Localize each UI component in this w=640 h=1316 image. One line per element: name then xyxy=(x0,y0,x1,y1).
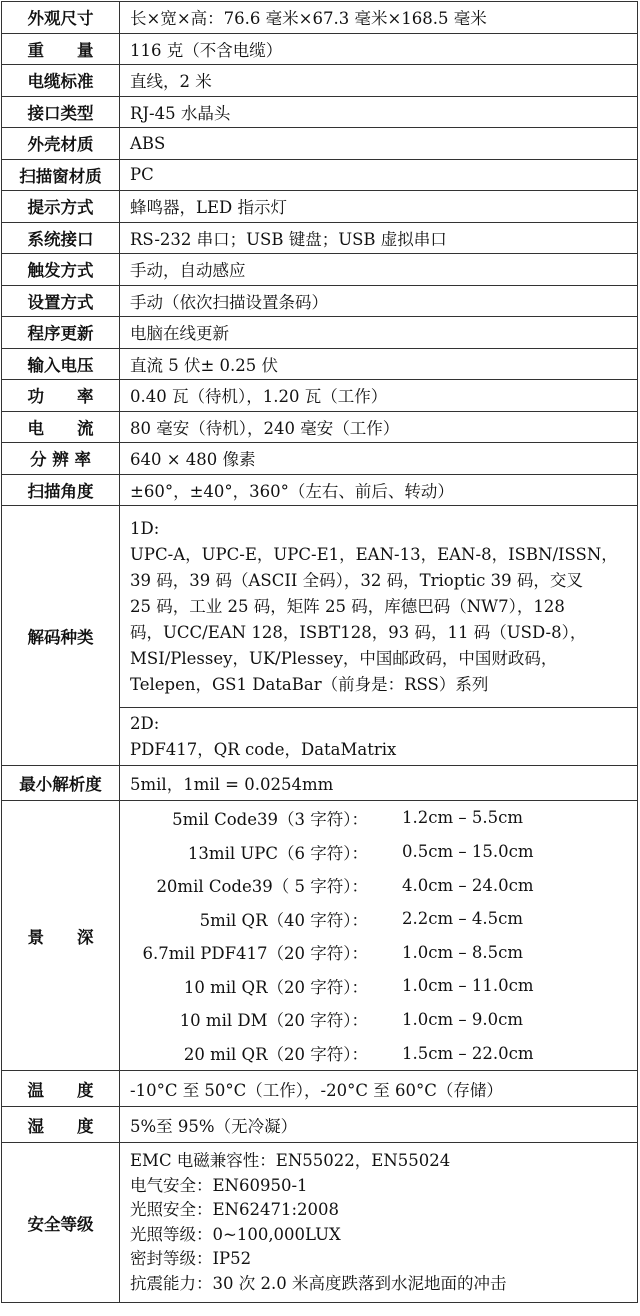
value-connector: RJ-45 水晶头 xyxy=(120,96,638,128)
value-cable: 直线，2 米 xyxy=(120,65,638,97)
safety-line: 光照安全：EN62471:2008 xyxy=(130,1200,340,1219)
label-connector: 接口类型 xyxy=(2,96,120,128)
label-update: 程序更新 xyxy=(2,317,120,349)
value-angle: ±60°，±40°，360°（左右、前后、转动） xyxy=(120,474,638,506)
value-decode-2d xyxy=(120,708,638,766)
value-indicator: 蜂鸣器，LED 指示灯 xyxy=(120,191,638,223)
value-weight: 116 克（不含电缆） xyxy=(120,33,638,65)
value-housing: ABS xyxy=(120,128,638,160)
decode-1d-line: Telepen，GS1 DataBar（前身是：RSS）系列 xyxy=(130,674,489,694)
safety-line: 光照等级：0~100,000LUX xyxy=(130,1224,341,1244)
dof-range: 1.0cm – 8.5cm xyxy=(402,942,523,962)
label-window: 扫描窗材质 xyxy=(2,159,120,191)
row-indicator xyxy=(2,191,638,223)
label-decode: 解码种类 xyxy=(2,506,120,766)
label-min-resolution: 最小解析度 xyxy=(2,766,120,801)
label-angle: 扫描角度 xyxy=(2,474,120,506)
dof-item xyxy=(120,969,633,1003)
dof-range: 2.2cm – 4.5cm xyxy=(402,909,523,929)
label-setup: 设置方式 xyxy=(2,285,120,317)
dof-range: 0.5cm – 15.0cm xyxy=(402,842,534,862)
dof-range: 1.5cm – 22.0cm xyxy=(402,1043,534,1063)
row-weight xyxy=(2,33,638,65)
dof-code: 10 mil QR（20 字符）： xyxy=(183,977,368,997)
label-temperature: 温 度 xyxy=(2,1071,120,1107)
dof-item xyxy=(120,936,633,970)
dof-range: 1.2cm – 5.5cm xyxy=(402,808,523,828)
value-safety xyxy=(120,1143,638,1303)
value-depth-of-field xyxy=(120,801,638,1071)
row-cable xyxy=(2,65,638,97)
value-decode-1d xyxy=(120,506,638,708)
row-min-resolution xyxy=(2,766,638,801)
value-trigger: 手动，自动感应 xyxy=(120,254,638,286)
decode-1d-line: MSI/Plessey，UK/Plessey，中国邮政码，中国财政码， xyxy=(130,648,558,668)
label-current: 电 流 xyxy=(2,411,120,443)
value-temperature: -10°C 至 50°C（工作），-20°C 至 60°C（存储） xyxy=(120,1071,638,1107)
row-trigger xyxy=(2,254,638,286)
value-update: 电脑在线更新 xyxy=(120,317,638,349)
row-setup xyxy=(2,285,638,317)
dof-code: 20mil Code39（ 5 字符）： xyxy=(156,877,368,897)
row-resolution xyxy=(2,443,638,475)
row-connector xyxy=(2,96,638,128)
dof-range: 1.0cm – 9.0cm xyxy=(402,1009,523,1029)
row-depth-of-field xyxy=(2,801,638,1071)
row-window xyxy=(2,159,638,191)
decode-2d-line: 2D: xyxy=(130,713,160,733)
label-cable: 电缆标准 xyxy=(2,65,120,97)
safety-line: 抗震能力：30 次 2.0 米高度跌落到水泥地面的冲击 xyxy=(130,1273,507,1293)
dof-item xyxy=(120,835,633,869)
decode-2d-line: PDF417，QR code，DataMatrix xyxy=(130,739,397,759)
value-humidity: 5%至 95%（无冷凝） xyxy=(120,1107,638,1143)
dof-code: 10 mil DM（20 字符）： xyxy=(179,1011,368,1031)
label-safety: 安全等级 xyxy=(2,1143,120,1303)
label-resolution: 分 辨 率 xyxy=(2,443,120,475)
spec-table xyxy=(1,1,638,1303)
row-dimensions xyxy=(2,2,638,34)
label-weight: 重 量 xyxy=(2,33,120,65)
row-update xyxy=(2,317,638,349)
dof-range: 4.0cm – 24.0cm xyxy=(402,875,534,895)
decode-1d-line: 25 码，工业 25 码，矩阵 25 码，库德巴码（NW7），128 xyxy=(130,596,565,616)
label-trigger: 触发方式 xyxy=(2,254,120,286)
dof-code: 13mil UPC（6 字符）： xyxy=(187,843,368,863)
value-resolution: 640 × 480 像素 xyxy=(120,443,638,475)
row-temperature xyxy=(2,1071,638,1107)
row-current xyxy=(2,411,638,443)
row-humidity xyxy=(2,1107,638,1143)
safety-line: EMC 电磁兼容性：EN55022，EN55024 xyxy=(130,1151,451,1170)
value-min-resolution: 5mil，1mil = 0.0254mm xyxy=(120,766,638,801)
value-voltage: 直流 5 伏± 0.25 伏 xyxy=(120,348,638,380)
value-dimensions: 长×宽×高：76.6 毫米×67.3 毫米×168.5 毫米 xyxy=(120,2,638,34)
value-interface: RS-232 串口；USB 键盘；USB 虚拟串口 xyxy=(120,222,638,254)
label-dimensions: 外观尺寸 xyxy=(2,2,120,34)
label-indicator: 提示方式 xyxy=(2,191,120,223)
dof-item xyxy=(120,902,633,936)
label-voltage: 输入电压 xyxy=(2,348,120,380)
decode-1d-line: 1D: xyxy=(130,518,160,538)
dof-code: 5mil QR（40 字符）： xyxy=(199,910,368,930)
value-window: PC xyxy=(120,159,638,191)
dof-item xyxy=(120,1003,633,1037)
dof-range: 1.0cm – 11.0cm xyxy=(402,976,534,996)
decode-1d-line: 39 码，39 码（ASCII 全码），32 码，Trioptic 39 码，交叉 xyxy=(130,570,583,590)
row-angle xyxy=(2,474,638,506)
dof-item xyxy=(120,1036,633,1070)
dof-item xyxy=(120,801,633,835)
row-housing xyxy=(2,128,638,160)
dof-item xyxy=(120,868,633,902)
safety-line: 电气安全：EN60950-1 xyxy=(130,1175,308,1195)
row-safety xyxy=(2,1143,638,1303)
label-depth-of-field: 景 深 xyxy=(2,801,120,1071)
decode-1d-line: UPC-A，UPC-E，UPC-E1，EAN-13，EAN-8，ISBN/ISSN， xyxy=(130,544,618,564)
safety-line: 密封等级：IP52 xyxy=(130,1249,252,1268)
label-humidity: 湿 度 xyxy=(2,1107,120,1143)
row-power xyxy=(2,380,638,412)
value-setup: 手动（依次扫描设置条码） xyxy=(120,285,638,317)
dof-code: 5mil Code39（3 字符）： xyxy=(172,809,368,829)
label-housing: 外壳材质 xyxy=(2,128,120,160)
label-interface: 系统接口 xyxy=(2,222,120,254)
row-interface xyxy=(2,222,638,254)
label-power: 功 率 xyxy=(2,380,120,412)
decode-1d-line: 码，UCC/EAN 128，ISBT128，93 码，11 码（USD-8）， xyxy=(130,622,587,642)
row-voltage xyxy=(2,348,638,380)
value-power: 0.40 瓦（待机），1.20 瓦（工作） xyxy=(120,380,638,412)
value-current: 80 毫安（待机），240 毫安（工作） xyxy=(120,411,638,443)
dof-code: 20 mil QR（20 字符）： xyxy=(183,1045,368,1065)
row-decode-1d xyxy=(2,506,638,708)
dof-code: 6.7mil PDF417（20 字符）： xyxy=(142,944,368,964)
